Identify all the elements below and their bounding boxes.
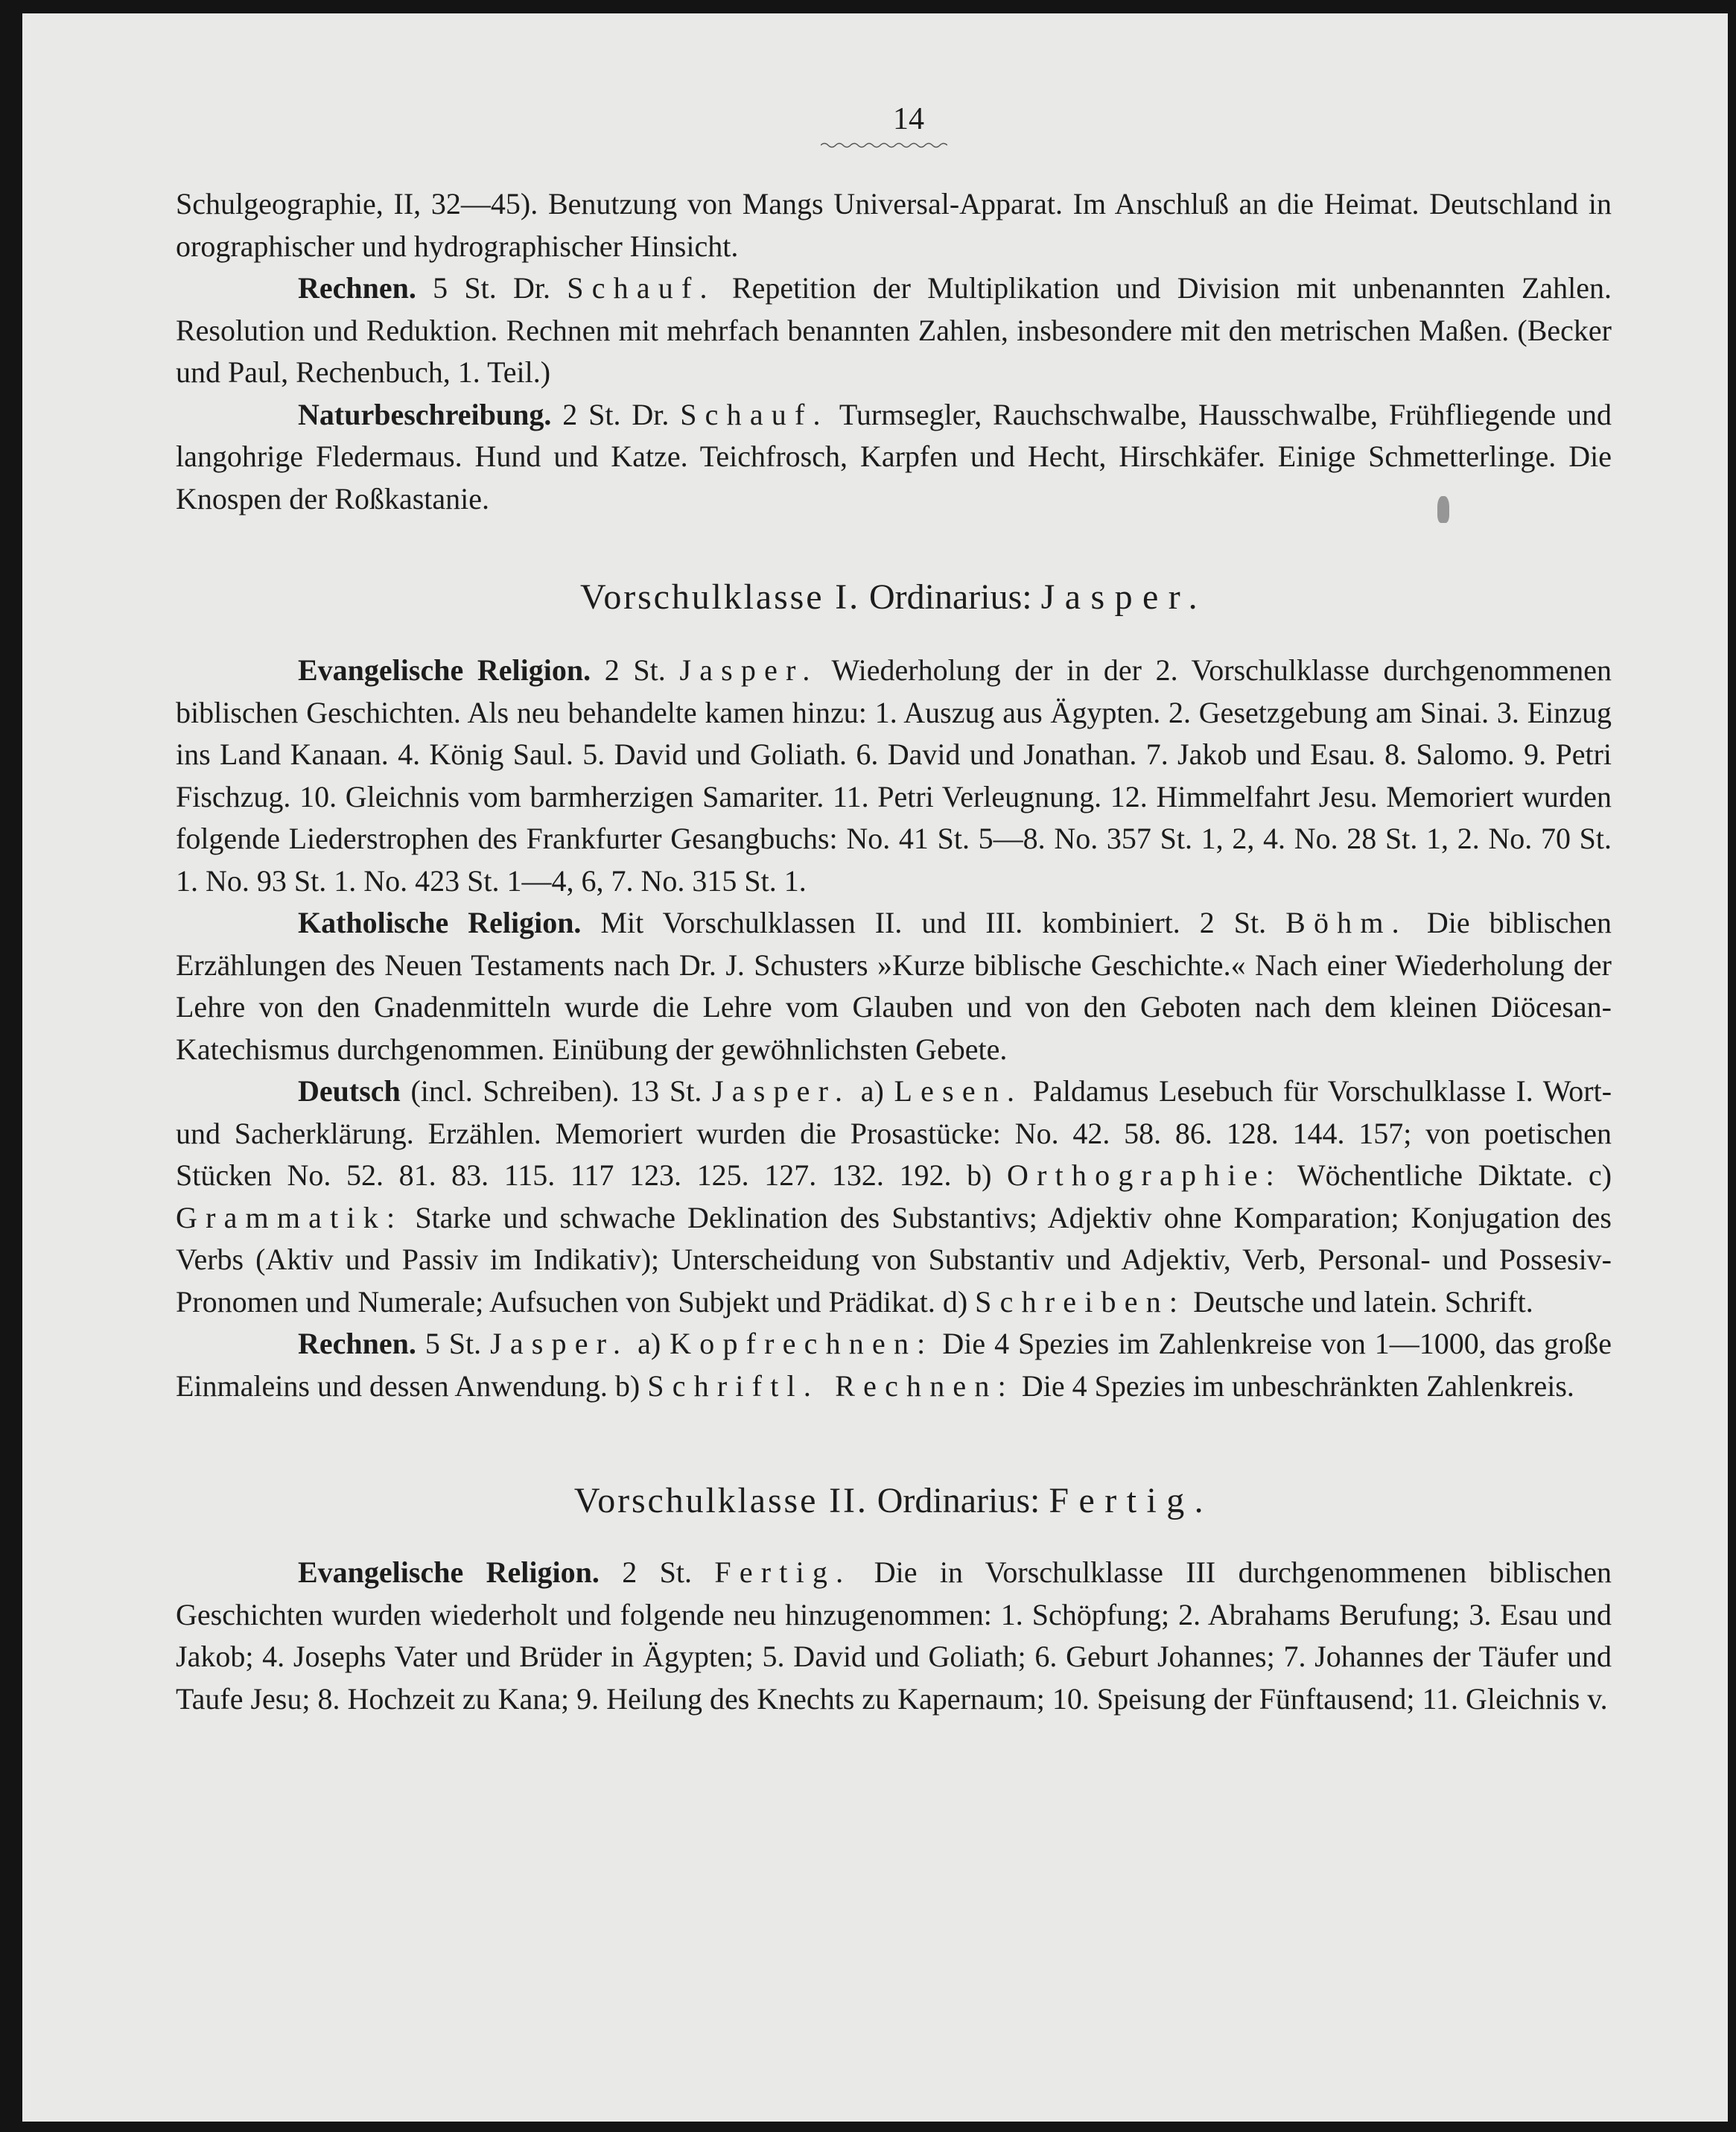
teacher-name: Jasper. [711,1074,851,1108]
rechnen-vk1-paragraph: Rechnen. 5 St. Jasper. a) Kopfrechnen: Die 4 Spezies im Zahlenkreise von 1—1000, das große Einmaleins und dessen Anwendung. b) Schriftl. Rechnen: Die 4 Spezies im unbeschränkten Zahlenkreis. [176,1327,1612,1403]
teacher-name: Fertig. [714,1555,852,1589]
subject-heading: Deutsch [298,1074,401,1108]
document-page [22,13,1728,2122]
deutsch-paragraph: Deutsch (incl. Schreiben). 13 St. Jasper. a) Lesen. Paldamus Lesebuch für Vorschulklasse I. Wort- und Sacherklärung. Erzählen. Memoriert wurden die Prosastücke: No. 42. 58. 86. 128. 144. 157; von poetischen Stücken No. 52. 81. 83. 115. 117 123. 125. 127. 132. 192. b) Orthographie: Wöchentliche Diktate. c) Grammatik: Starke und schwache Deklination des Substantivs; Adjektiv ohne Komparation; Konjugation des Verbs (Aktiv und Passiv im Indikativ); Unterscheidung von Substantiv und Adjektiv, Verb, Personal- und Possesiv-Pronomen und Numerale; Aufsuchen von Subjekt und Prädikat. d) Schreiben: Deutsche und latein. Schrift. [176,1074,1612,1319]
subject-heading: Evangelische Religion. [298,1555,600,1589]
teacher-name: Böhm. [1285,906,1408,939]
teacher-name: Schauf. [567,271,716,305]
subject-heading: Rechnen. [298,271,416,305]
rechnen-paragraph: Rechnen. 5 St. Dr. Schauf. Repetition der Multiplikation und Division mit unbenannten Zahlen. Resolution und Reduktion. Rechnen mit mehrfach benannten Zahlen, insbesondere mit den metrischen Maßen. (Becker und Paul, Rechenbuch, 1. Teil.) [176,271,1612,389]
naturbeschreibung-paragraph: Naturbeschreibung. 2 St. Dr. Schauf. Turmsegler, Rauchschwalbe, Hausschwalbe, Frühfliegende und langohrige Fledermaus. Hund und Katze. Teichfrosch, Karpfen und Hecht, Hirschkäfer. Einige Schmetterlinge. Die Knospen der Roßkastanie. [176,397,1612,515]
intro-paragraph: Schulgeographie, II, 32—45). Benutzung von Mangs Universal-Apparat. Im Anschluß an die Heimat. Deutschland in orographischer und hydrographischer Hinsicht. [176,187,1612,263]
subject-heading: Naturbeschreibung. [298,397,552,431]
subject-heading: Evangelische Religion. [298,653,591,687]
teacher-name: Jasper. [679,653,818,687]
page-number: 14 [893,102,924,136]
evangelische-religion-paragraph: Evangelische Religion. 2 St. Jasper. Wiederholung der in der 2. Vorschulklasse durchgenommenen biblischen Geschichten. Als neu behandelte kamen hinzu: 1. Auszug aus Ägypten. 2. Gesetzgebung am Sinai. 3. Einzug ins Land Kanaan. 4. König Saul. 5. David und Goliath. 6. David und Jonathan. 7. Jakob und Esau. 8. Salomo. 9. Petri Fischzug. 10. Gleichnis vom barmherzigen Samariter. 11. Petri Verleugnung. 12. Himmelfahrt Jesu. Memoriert wurden folgende Liederstrophen des Frankfurter Gesangbuchs: No. 41 St. 5—8. No. 357 St. 1, 2, 4. No. 28 St. 1, 2. No. 70 St. 1. No. 93 St. 1. No. 423 St. 1—4, 6, 7. No. 315 St. 1. [176,653,1612,898]
subject-heading: Katholische Religion. [298,906,582,939]
section-heading-vorschulklasse-1: Vorschulklasse I. Ordinarius: Jasper. [579,577,1208,617]
subject-heading: Rechnen. [298,1327,416,1360]
evangelische-religion-vk2-paragraph: Evangelische Religion. 2 St. Fertig. Die in Vorschulklasse III durchgenommenen biblischen Geschichten wurden wiederholt und folgende neu hinzugenommen: 1. Schöpfung; 2. Abrahams Berufung; 3. Esau und Jakob; 4. Josephs Vater und Brüder in Ägypten; 5. David und Goliath; 6. Geburt Johannes; 7. Johannes der Täufer und Taufe Jesu; 8. Hochzeit zu Kana; 9. Heilung des Knechts zu Kapernaum; 10. Speisung der Fünftausend; 11. Gleichnis v. [176,1555,1612,1716]
section-heading-vorschulklasse-2: Vorschulklasse II. Ordinarius: Fertig. [573,1481,1214,1520]
page-body [176,183,1612,1720]
teacher-name: Jasper. [490,1327,629,1360]
teacher-name: Schauf. [680,397,829,431]
katholische-religion-paragraph: Katholische Religion. Mit Vorschulklassen II. und III. kombiniert. 2 St. Böhm. Die biblischen Erzählungen des Neuen Testaments nach Dr. J. Schusters »Kurze biblische Geschichte.« Nach einer Wiederholung der Lehre von den Gnadenmitteln wurde die Lehre vom Glauben und von den Geboten nach dem kleinen Diöcesan-Katechismus durchgenommen. Einübung der gewöhnlichsten Gebete. [176,906,1612,1066]
wavy-rule [821,142,947,149]
